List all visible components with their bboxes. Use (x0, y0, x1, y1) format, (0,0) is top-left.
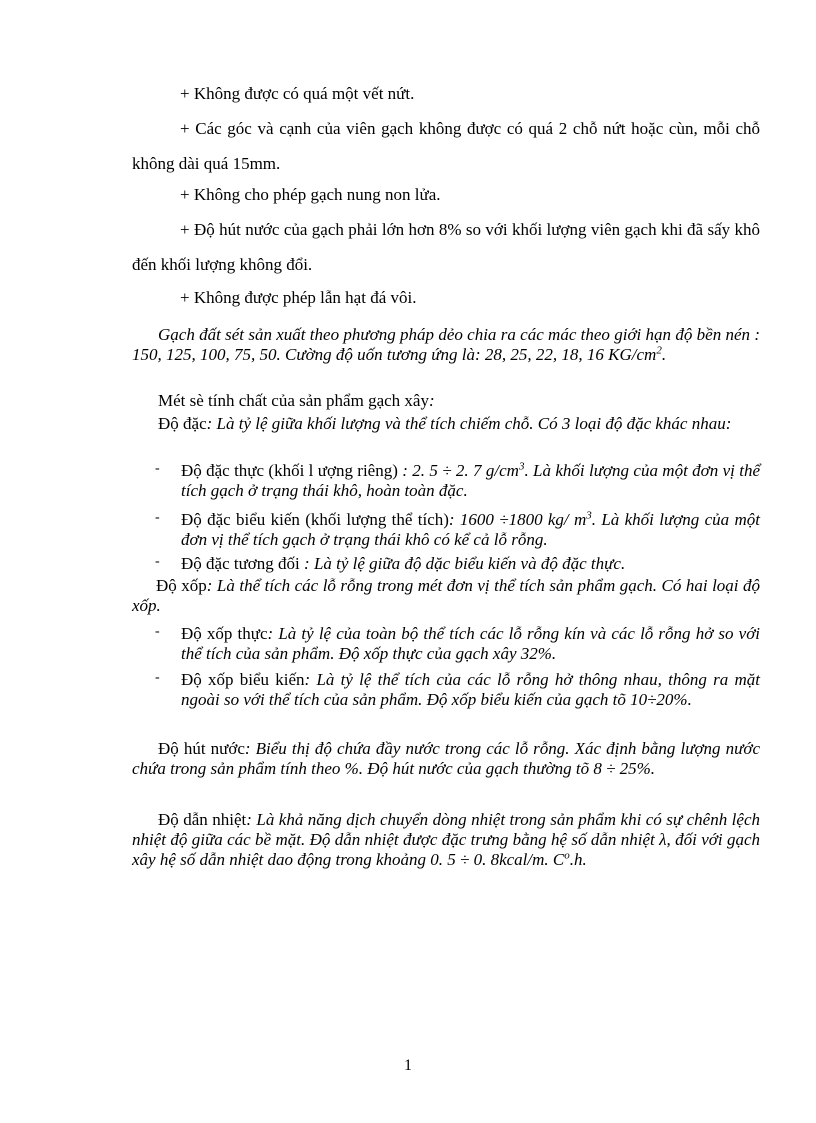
rule-5-text: + Không được phép lẫn hạt đá vôi. (180, 288, 417, 307)
rule-5 (132, 288, 760, 308)
density-item-3-label: Độ đặc tương đối (181, 554, 300, 573)
bullet-mark: - (155, 461, 160, 476)
porosity-text (132, 576, 760, 616)
grades-body: Gạch đất sét sản xuất theo phương pháp dẻo chia ra các mác theo giới hạn độ bền nén : 150, 125, 100, 75, 50. Cường độ uốn tương ứng là: 28, 25, 22, 18, 16 KG/cm (132, 325, 760, 364)
density-item-2-label: Độ đặc biểu kiến (khối lượng thể tích) (181, 510, 449, 529)
porosity-item-2-label: Độ xốp biểu kiến (181, 670, 305, 689)
rule-3-text: + Không cho phép gạch nung non lửa. (180, 185, 441, 204)
rule-4 (132, 220, 760, 282)
rule-2-text: + Các góc và cạnh của viên gạch không được có quá 2 chỗ nứt hoặc cùn, mỗi chỗ không dài quá 15mm. (132, 119, 760, 173)
grades-end: . (661, 345, 667, 364)
rule-2 (132, 119, 760, 181)
porosity-item-2-desc: : Là tỷ lệ thể tích của các lỗ rỗng hở thông nhau, thông ra mặt ngoài so với thể tích của sản phẩm. Độ xốp biểu kiến của gạch tõ 10÷20%. (181, 670, 760, 709)
porosity-item-1 (157, 624, 760, 664)
absorption-text (132, 739, 760, 779)
density-item-3 (157, 554, 760, 574)
rule-4-text: + Độ hút nước của gạch phải lớn hơn 8% so với khối lượng viên gạch khi đã sấy khô đến khối lượng không đổi. (132, 220, 760, 274)
density-item-1-text (181, 461, 760, 501)
density-item-2-b: . Là khối lượng của một đơn vị thể tích gạch ở trạng thái khô có kể cả lỗ rỗng. (181, 510, 760, 549)
density-item-1-sup: 3 (518, 460, 525, 473)
grades-sup: 2 (656, 344, 662, 357)
grades-paragraph (132, 325, 760, 365)
porosity-item-1-label: Độ xốp thực (181, 624, 268, 643)
porosity-item-1-text (181, 624, 760, 664)
density-item-2-sup: 3 (586, 509, 592, 522)
rule-3 (132, 185, 760, 205)
intro-colon: : (428, 391, 435, 410)
porosity-item-2 (157, 670, 760, 710)
absorption-label: Độ hút nước (158, 739, 245, 758)
conductivity-label: Độ dẫn nhiệt (158, 810, 247, 829)
intro-paragraph (132, 391, 760, 411)
absorption-desc: : Biểu thị độ chứa đầy nước trong các lỗ rỗng. Xác định bằng lượng nước chứa trong sản phẩm tính theo %. Độ hút nước của gạch thường tõ 8 ÷ 25%. (132, 739, 761, 778)
density-item-1 (157, 461, 760, 501)
density-item-1-b: . Là khối lượng của một đơn vị thể tích gạch ở trạng thái khô, hoàn toàn đặc. (181, 461, 760, 500)
porosity-label: Độ xốp (156, 576, 207, 595)
conductivity-sup: o (564, 849, 570, 862)
page-number: 1 (404, 1057, 412, 1074)
density-paragraph (132, 414, 760, 434)
density-item-1-a: : 2. 5 ÷ 2. 7 g/cm (397, 461, 519, 480)
density-text (132, 414, 760, 434)
intro-text (132, 391, 760, 411)
porosity-item-1-desc: : Là tỷ lệ của toàn bộ thể tích các lỗ rỗng kín và các lỗ rỗng hở so với thể tích của sản phẩm. Độ xốp thực của gạch xây 32%. (181, 624, 760, 663)
density-item-2-a: : 1600 ÷1800 kg/ m (448, 510, 587, 529)
rule-1 (132, 84, 760, 104)
rule-1-text: + Không được có quá một vết nứt. (180, 84, 415, 103)
bullet-mark: - (155, 624, 160, 639)
porosity-paragraph (132, 576, 760, 616)
grades-text (132, 325, 760, 365)
density-item-3-a: : Là tỷ lệ giữa độ dặc biểu kiến và độ đặc thực. (299, 554, 626, 573)
bullet-mark: - (155, 510, 160, 525)
density-item-3-text (181, 554, 760, 574)
intro-body: Mét sè tính chất của sản phẩm gạch xây (158, 391, 429, 410)
density-item-2 (157, 510, 760, 550)
porosity-item-2-text (181, 670, 760, 710)
density-label: Độ đặc (158, 414, 207, 433)
conductivity-desc: : Là khả năng dịch chuyển dòng nhiệt trong sản phẩm khi có sự chênh lệch nhiệt độ giữa các bề mặt. Độ dẫn nhiệt được đặc trưng bằng hệ số dẫn nhiệt λ, đối với gạch xây hệ số dẫn nhiệt dao động trong khoảng 0. 5 ÷ 0. 8kcal/m. C (132, 810, 760, 869)
conductivity-paragraph (132, 810, 760, 870)
conductivity-text (132, 810, 760, 870)
density-item-1-label: Độ đặc thực (khối l ượng riêng) (181, 461, 398, 480)
bullet-mark: - (155, 554, 160, 569)
density-item-2-text (181, 510, 760, 550)
absorption-paragraph (132, 739, 760, 779)
porosity-desc: : Là thể tích các lỗ rỗng trong mét đơn vị thể tích sản phẩm gạch. Có hai loại độ xốp. (132, 576, 761, 615)
conductivity-end: .h. (569, 850, 587, 869)
density-desc: : Là tỷ lệ giữa khối lượng và thể tích chiếm chỗ. Có 3 loại độ đặc khác nhau: (206, 414, 732, 433)
bullet-mark: - (155, 670, 160, 685)
